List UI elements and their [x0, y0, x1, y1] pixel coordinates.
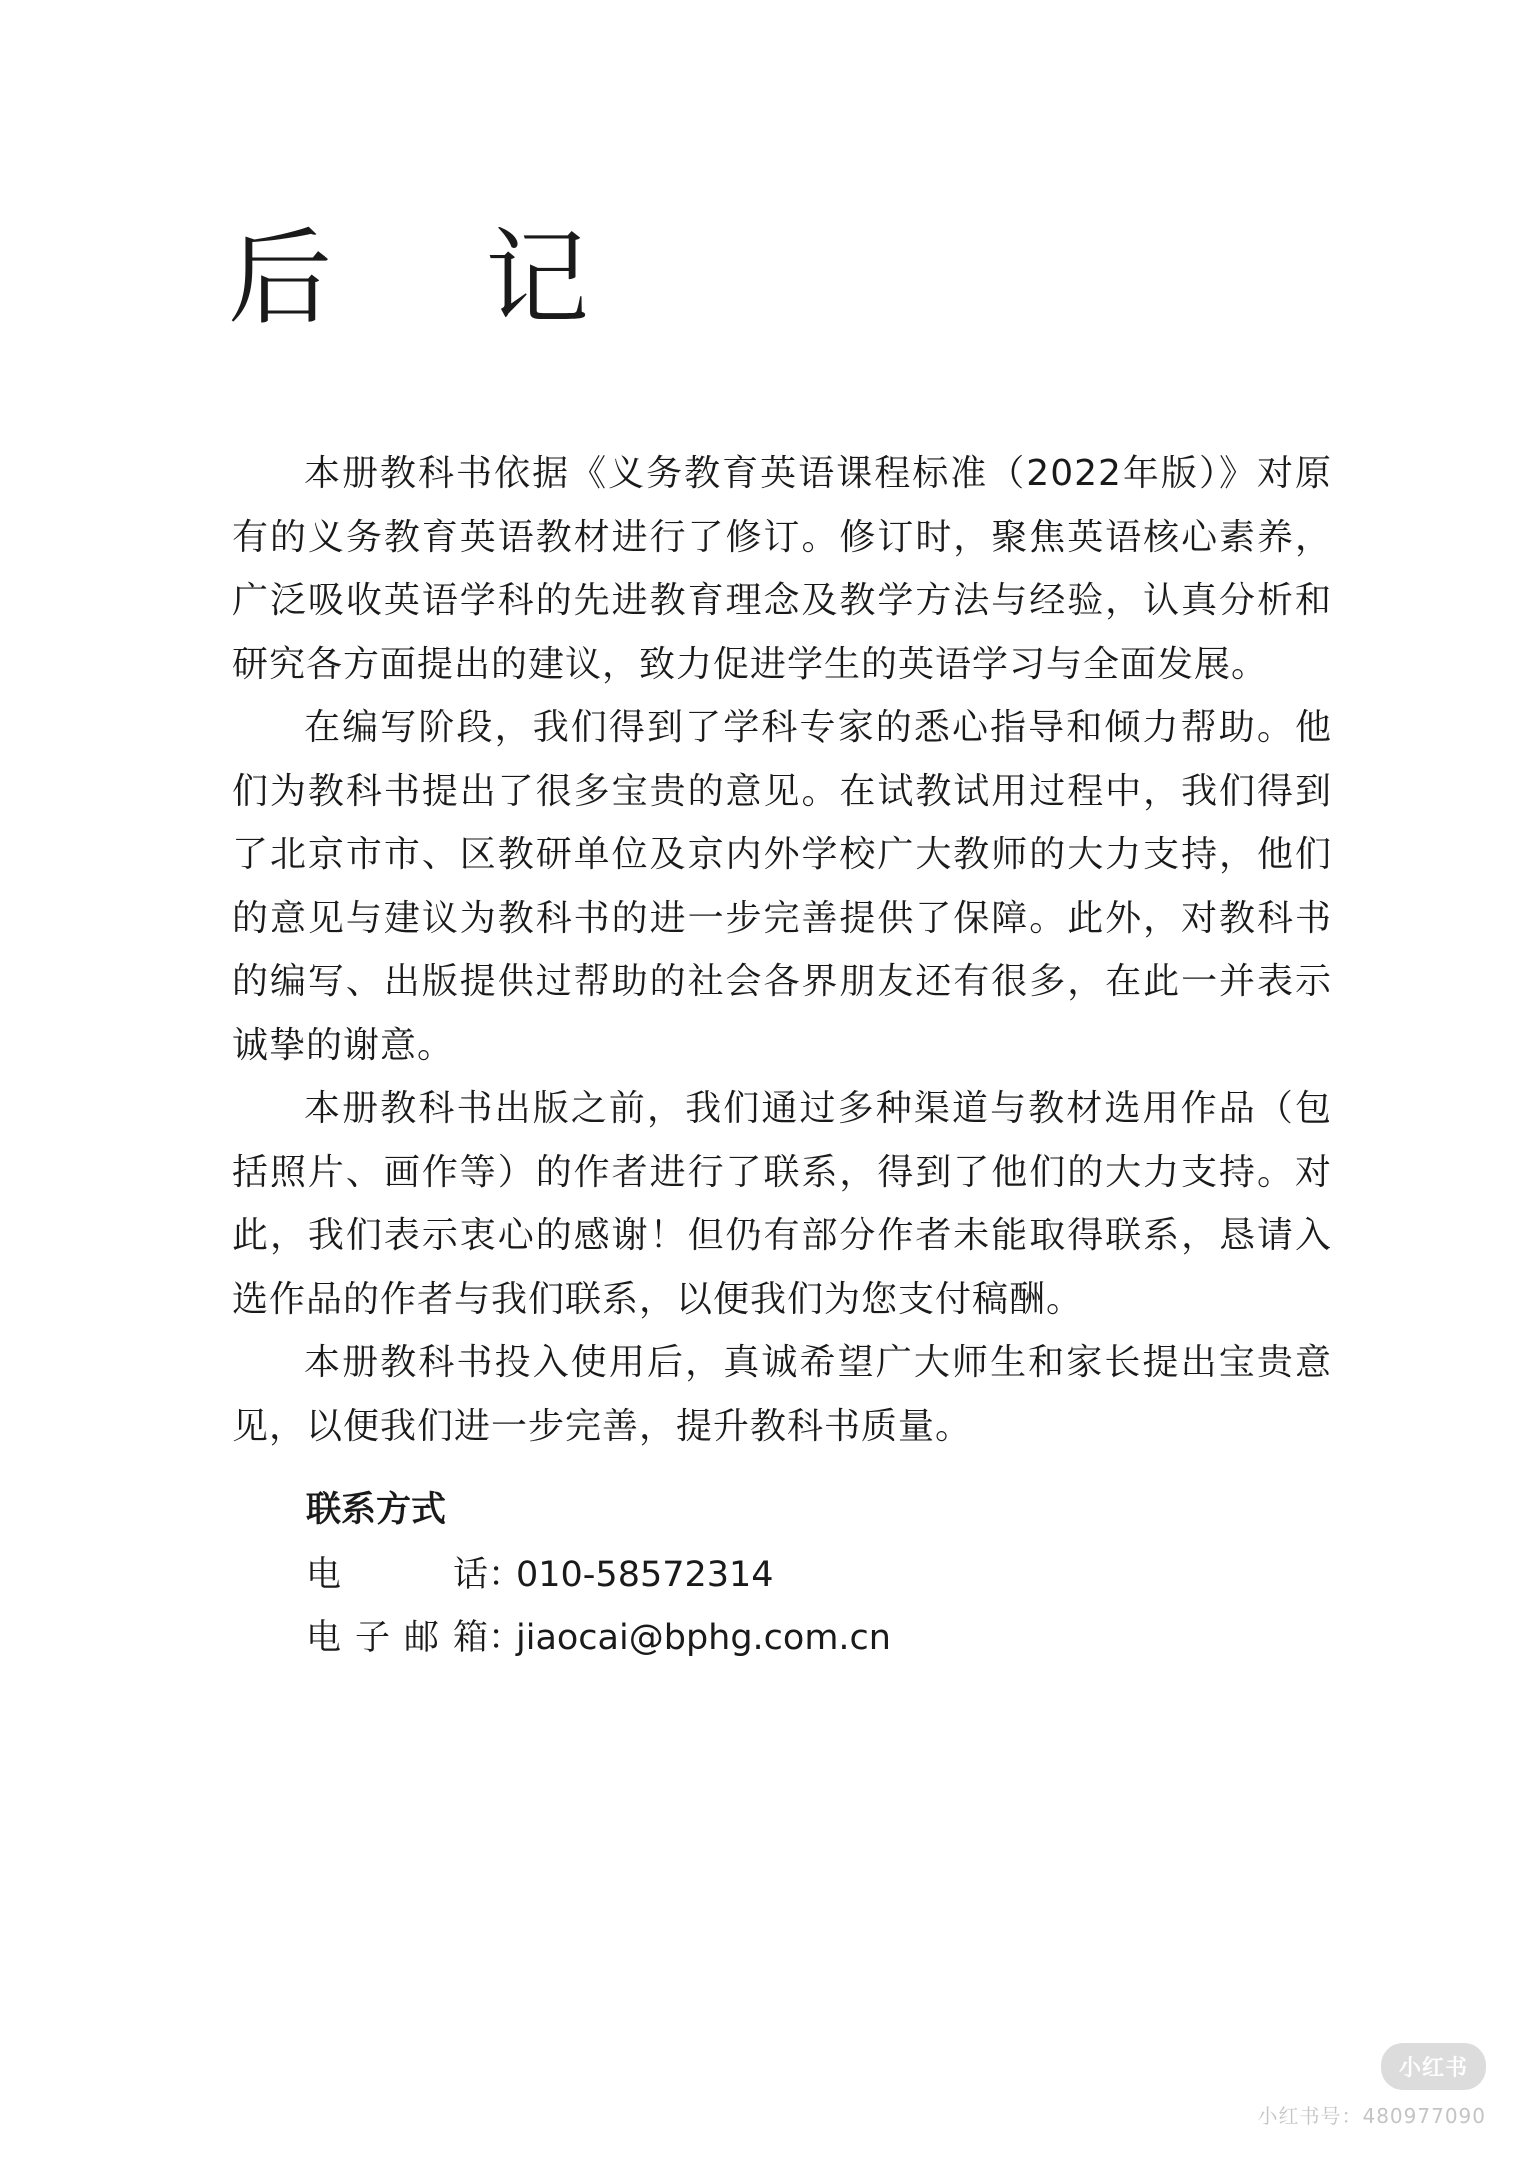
contact-phone	[306, 1544, 891, 1607]
paragraph-2: 在编写阶段，我们得到了学科专家的悉心指导和倾力帮助。他们为教科书提出了很多宝贵的意见。在试教试用过程中，我们得到了北京市市、区教研单位及京内外学校广大教师的大力支持，他们的意见与建议为教科书的进一步完善提供了保障。此外，对教科书的编写、出版提供过帮助的社会各界朋友还有很多，在此一并表示诚挚的谢意。	[232, 707, 1332, 1066]
phone-colon: ：	[488, 1555, 524, 1595]
paragraph-3: 本册教科书出版之前，我们通过多种渠道与教材选用作品（包括照片、画作等）的作者进行了联系，得到了他们的大力支持。对此，我们表示衷心的感谢！但仍有部分作者未能取得联系，恳请入选作品的作者与我们联系，以便我们为您支付稿酬。	[232, 1088, 1332, 1320]
paragraph-4: 本册教科书投入使用后，真诚希望广大师生和家长提出宝贵意见，以便我们进一步完善，提升教科书质量。	[232, 1342, 1332, 1447]
watermark	[1257, 2043, 1486, 2129]
body-text	[232, 442, 1332, 1458]
watermark-logo: 小红书	[1381, 2043, 1486, 2090]
email-value: jiaocai@bphg.com.cn	[516, 1618, 891, 1658]
email-label: 电子邮箱	[306, 1618, 488, 1658]
contact-section	[306, 1480, 891, 1670]
phone-label: 电话	[306, 1555, 488, 1595]
contact-email	[306, 1607, 891, 1670]
email-colon: ：	[488, 1618, 524, 1658]
contact-heading: 联系方式	[306, 1490, 447, 1530]
paragraph-1: 本册教科书依据《义务教育英语课程标准（2022年版）》对原有的义务教育英语教材进行了修订。修订时，聚焦英语核心素养，广泛吸收英语学科的先进教育理念及教学方法与经验，认真分析和研究各方面提出的建议，致力促进学生的英语学习与全面发展。	[232, 453, 1332, 685]
watermark-id: 小红书号：480977090	[1257, 2104, 1486, 2128]
phone-value: 010-58572314	[516, 1555, 774, 1595]
page-title: 后 记	[228, 217, 650, 339]
